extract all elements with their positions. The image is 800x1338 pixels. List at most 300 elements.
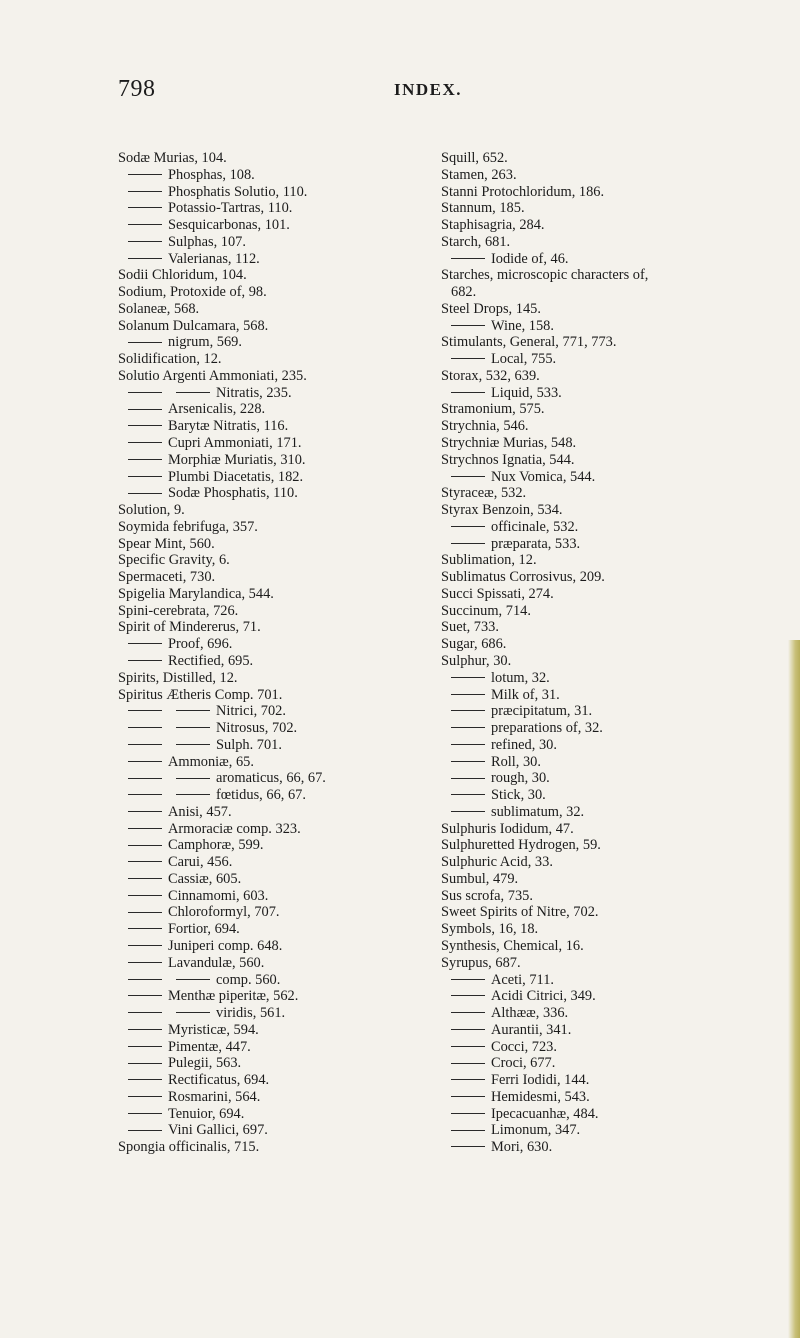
index-entry xyxy=(441,385,793,402)
ditto-dash xyxy=(128,912,162,913)
index-entry-text: Nitrici, 702. xyxy=(216,703,286,720)
index-entry xyxy=(441,972,793,989)
ditto-dash xyxy=(451,543,485,544)
index-entry-text: Vini Gallici, 697. xyxy=(168,1122,268,1139)
index-entry-text: Sulphuric Acid, 33. xyxy=(441,854,553,871)
index-entry-text: Succi Spissati, 274. xyxy=(441,585,554,602)
index-entry-text: Spongia officinalis, 715. xyxy=(118,1139,260,1156)
ditto-dash xyxy=(128,224,162,225)
ditto-dash xyxy=(128,1113,162,1114)
index-entry xyxy=(441,938,793,955)
index-entry-text: Rosmarini, 564. xyxy=(168,1088,261,1105)
ditto-dash xyxy=(128,811,162,812)
index-entry-text: Spear Mint, 560. xyxy=(118,535,215,552)
index-entry xyxy=(441,351,793,368)
index-entry-text: Arsenicalis, 228. xyxy=(168,401,266,418)
index-entry-text: Ferri Iodidi, 144. xyxy=(491,1072,590,1089)
index-entry xyxy=(441,1022,793,1039)
index-entry-text: Solidification, 12. xyxy=(118,351,222,368)
ditto-dash xyxy=(451,677,485,678)
index-entry xyxy=(118,301,458,318)
index-entry-text: Valerianas, 112. xyxy=(168,250,260,267)
index-entry-text: nigrum, 569. xyxy=(168,334,242,351)
index-entry-text: Sublimatus Corrosivus, 209. xyxy=(441,569,605,586)
index-entry-text: Suet, 733. xyxy=(441,619,499,636)
ditto-dash xyxy=(451,1063,485,1064)
index-entry xyxy=(441,1039,793,1056)
ditto-dash xyxy=(128,241,162,242)
index-entry xyxy=(118,1005,458,1022)
index-entry xyxy=(441,318,793,335)
index-entry xyxy=(118,720,458,737)
index-entry xyxy=(118,603,458,620)
index-entry xyxy=(118,368,458,385)
index-entry-text: Juniperi comp. 648. xyxy=(168,937,283,954)
index-entry xyxy=(441,586,793,603)
index-entry-text: Wine, 158. xyxy=(491,317,554,334)
index-entry xyxy=(118,1139,458,1156)
ditto-dash xyxy=(128,945,162,946)
index-entry-text: Cassiæ, 605. xyxy=(168,870,242,887)
index-entry-text: Acidi Citrici, 349. xyxy=(491,988,596,1005)
index-entry-text: Proof, 696. xyxy=(168,636,233,653)
index-entry-text: Specific Gravity, 6. xyxy=(118,552,230,569)
index-entry xyxy=(441,787,793,804)
index-entry-text: Sweet Spirits of Nitre, 702. xyxy=(441,904,599,921)
index-entry-text: Styraceæ, 532. xyxy=(441,485,527,502)
index-entry xyxy=(441,955,793,972)
ditto-dash xyxy=(128,191,162,192)
index-entry xyxy=(118,469,458,486)
index-entry-text: Spigelia Marylandica, 544. xyxy=(118,585,274,602)
index-entry xyxy=(118,184,458,201)
index-entry-text: Nitratis, 235. xyxy=(216,384,292,401)
index-entry xyxy=(441,234,793,251)
index-entry xyxy=(118,502,458,519)
index-entry xyxy=(441,469,793,486)
ditto-dash xyxy=(451,1079,485,1080)
ditto-dash xyxy=(128,845,162,846)
index-entry xyxy=(118,904,458,921)
ditto-dash xyxy=(128,861,162,862)
index-entry xyxy=(118,200,458,217)
index-entry-text: Solutio Argenti Ammoniati, 235. xyxy=(118,367,307,384)
index-entry-text: præcipitatum, 31. xyxy=(491,703,593,720)
right-index-column xyxy=(441,150,793,1156)
ditto-dash xyxy=(128,643,162,644)
index-entry xyxy=(441,854,793,871)
index-entry-text: Aurantii, 341. xyxy=(491,1021,572,1038)
index-entry xyxy=(118,821,458,838)
index-entry xyxy=(118,351,458,368)
index-entry-text: Sulphuris Iodidum, 47. xyxy=(441,820,574,837)
index-entry xyxy=(441,251,793,268)
index-entry-text: Sodii Chloridum, 104. xyxy=(118,267,247,284)
index-entry xyxy=(118,804,458,821)
ditto-dash xyxy=(451,526,485,527)
index-entry xyxy=(441,519,793,536)
index-entry-text: Hemidesmi, 543. xyxy=(491,1088,590,1105)
index-entry xyxy=(118,217,458,234)
index-entry xyxy=(441,837,793,854)
index-entry xyxy=(118,921,458,938)
index-entry-text: Strychnia, 546. xyxy=(441,418,529,435)
ditto-dash xyxy=(128,459,162,460)
index-entry xyxy=(441,552,793,569)
index-entry xyxy=(441,921,793,938)
index-entry xyxy=(118,334,458,351)
page-number: 798 xyxy=(118,76,156,102)
index-entry xyxy=(441,821,793,838)
ditto-dash xyxy=(451,392,485,393)
index-entry xyxy=(118,251,458,268)
index-entry-text: sublimatum, 32. xyxy=(491,803,585,820)
index-entry-text: Spirits, Distilled, 12. xyxy=(118,669,238,686)
index-entry xyxy=(118,737,458,754)
index-entry-text: Potassio-Tartras, 110. xyxy=(168,200,293,217)
index-entry-text: Menthæ piperitæ, 562. xyxy=(168,988,299,1005)
index-entry xyxy=(118,1072,458,1089)
ditto-dash xyxy=(176,778,210,779)
index-entry-text: Nux Vomica, 544. xyxy=(491,468,596,485)
index-entry-text: Solution, 9. xyxy=(118,502,185,519)
index-entry-text: Ammoniæ, 65. xyxy=(168,753,254,770)
ditto-dash xyxy=(451,979,485,980)
left-index-column xyxy=(118,150,458,1156)
index-entry xyxy=(118,1055,458,1072)
index-entry xyxy=(441,653,793,670)
index-entry-text: Rectified, 695. xyxy=(168,652,254,669)
index-entry xyxy=(118,1089,458,1106)
index-entry xyxy=(441,670,793,687)
index-entry xyxy=(118,787,458,804)
ditto-dash xyxy=(176,794,210,795)
index-entry xyxy=(441,267,793,284)
index-entry xyxy=(441,502,793,519)
index-entry-text: Aceti, 711. xyxy=(491,971,555,988)
ditto-dash xyxy=(451,476,485,477)
ditto-dash xyxy=(451,694,485,695)
index-entry xyxy=(441,619,793,636)
index-entry xyxy=(118,670,458,687)
index-entry-text: Myristicæ, 594. xyxy=(168,1021,259,1038)
ditto-dash xyxy=(128,442,162,443)
index-entry-text: Morphiæ Muriatis, 310. xyxy=(168,451,306,468)
page-edge-stain xyxy=(788,640,800,1338)
index-entry xyxy=(441,401,793,418)
index-entry-text: lotum, 32. xyxy=(491,669,550,686)
index-entry-text: Spirit of Mindererus, 71. xyxy=(118,619,261,636)
index-entry-text: Sodium, Protoxide of, 98. xyxy=(118,284,267,301)
index-entry-text: Pulegii, 563. xyxy=(168,1055,242,1072)
ditto-dash xyxy=(128,928,162,929)
index-entry-text: Barytæ Nitratis, 116. xyxy=(168,418,289,435)
ditto-dash xyxy=(176,392,210,393)
index-entry xyxy=(441,536,793,553)
index-entry xyxy=(441,334,793,351)
index-entry xyxy=(118,687,458,704)
index-entry-text: Stimulants, General, 771, 773. xyxy=(441,334,617,351)
ditto-dash xyxy=(128,710,162,711)
index-entry-text: Chloroformyl, 707. xyxy=(168,904,280,921)
index-entry-text: Local, 755. xyxy=(491,351,557,368)
index-entry-text: Stannum, 185. xyxy=(441,200,525,217)
index-entry-text: præparata, 533. xyxy=(491,535,581,552)
index-entry xyxy=(118,452,458,469)
index-entry xyxy=(441,1106,793,1123)
index-entry-text: 682. xyxy=(451,284,477,301)
index-entry-text: Sumbul, 479. xyxy=(441,870,519,887)
index-entry-text: Cocci, 723. xyxy=(491,1038,557,1055)
index-entry xyxy=(441,871,793,888)
index-entry xyxy=(441,1055,793,1072)
ditto-dash xyxy=(451,1130,485,1131)
index-entry-text: Succinum, 714. xyxy=(441,602,531,619)
index-entry xyxy=(441,452,793,469)
index-entry-text: Sodæ Phosphatis, 110. xyxy=(168,485,298,502)
ditto-dash xyxy=(128,744,162,745)
index-entry-text: Nitrosus, 702. xyxy=(216,720,298,737)
ditto-dash xyxy=(451,1046,485,1047)
index-entry-text: Anisi, 457. xyxy=(168,803,232,820)
index-entry-text: Ipecacuanhæ, 484. xyxy=(491,1105,599,1122)
ditto-dash xyxy=(128,207,162,208)
index-entry xyxy=(118,418,458,435)
index-entry xyxy=(118,938,458,955)
index-entry xyxy=(441,435,793,452)
index-entry-text: Rectificatus, 694. xyxy=(168,1072,270,1089)
index-entry-text: Symbols, 16, 18. xyxy=(441,921,539,938)
index-entry xyxy=(118,234,458,251)
index-entry xyxy=(441,184,793,201)
ditto-dash xyxy=(128,342,162,343)
index-entry xyxy=(118,1022,458,1039)
ditto-dash xyxy=(451,995,485,996)
index-entry xyxy=(118,385,458,402)
ditto-dash xyxy=(128,425,162,426)
index-entry xyxy=(118,284,458,301)
index-entry xyxy=(118,888,458,905)
index-entry xyxy=(118,955,458,972)
ditto-dash xyxy=(176,1012,210,1013)
index-entry-text: Spini-cerebrata, 726. xyxy=(118,602,239,619)
index-entry-text: Sulph. 701. xyxy=(216,736,282,753)
index-entry-text: Sesquicarbonas, 101. xyxy=(168,217,290,234)
index-entry-text: viridis, 561. xyxy=(216,1005,286,1022)
ditto-dash xyxy=(128,660,162,661)
index-entry-text: Starches, microscopic characters of, xyxy=(441,267,649,284)
index-entry-text: comp. 560. xyxy=(216,971,281,988)
index-entry xyxy=(118,267,458,284)
index-entry xyxy=(118,586,458,603)
index-entry-text: Fortior, 694. xyxy=(168,921,240,938)
index-entry xyxy=(441,754,793,771)
index-entry xyxy=(118,318,458,335)
index-entry-text: Sublimation, 12. xyxy=(441,552,537,569)
ditto-dash xyxy=(451,325,485,326)
index-entry xyxy=(441,988,793,1005)
index-entry-text: aromaticus, 66, 67. xyxy=(216,770,326,787)
index-entry xyxy=(118,485,458,502)
index-entry xyxy=(441,720,793,737)
index-entry xyxy=(441,485,793,502)
index-entry xyxy=(441,687,793,704)
index-entry-text: Armoraciæ comp. 323. xyxy=(168,820,301,837)
index-entry xyxy=(441,1089,793,1106)
index-entry-text: rough, 30. xyxy=(491,770,550,787)
index-entry-text: Sulphas, 107. xyxy=(168,233,246,250)
ditto-dash xyxy=(451,1113,485,1114)
index-entry xyxy=(441,301,793,318)
index-entry-text: Soymida febrifuga, 357. xyxy=(118,518,258,535)
index-entry-text: Cupri Ammoniati, 171. xyxy=(168,435,302,452)
ditto-dash xyxy=(176,744,210,745)
ditto-dash xyxy=(128,778,162,779)
index-entry-text: Strychniæ Murias, 548. xyxy=(441,435,577,452)
ditto-dash xyxy=(451,1096,485,1097)
index-entry-text: fœtidus, 66, 67. xyxy=(216,787,306,804)
index-entry xyxy=(118,1106,458,1123)
index-entry-text: Staphisagria, 284. xyxy=(441,217,545,234)
index-entry-text: Milk of, 31. xyxy=(491,686,560,703)
index-entry-text: Syrupus, 687. xyxy=(441,954,521,971)
index-entry xyxy=(118,837,458,854)
index-entry xyxy=(441,904,793,921)
index-entry xyxy=(441,770,793,787)
index-entry-text: Phosphas, 108. xyxy=(168,166,255,183)
ditto-dash xyxy=(128,1063,162,1064)
index-entry xyxy=(441,167,793,184)
index-entry-text: Stick, 30. xyxy=(491,787,546,804)
ditto-dash xyxy=(451,811,485,812)
index-entry xyxy=(118,519,458,536)
ditto-dash xyxy=(176,979,210,980)
ditto-dash xyxy=(176,710,210,711)
index-entry xyxy=(441,1005,793,1022)
index-entry xyxy=(441,603,793,620)
ditto-dash xyxy=(128,174,162,175)
ditto-dash xyxy=(128,727,162,728)
ditto-dash xyxy=(451,1012,485,1013)
index-entry-text: Iodide of, 46. xyxy=(491,250,569,267)
ditto-dash xyxy=(451,358,485,359)
ditto-dash xyxy=(451,761,485,762)
index-entry xyxy=(118,1122,458,1139)
ditto-dash xyxy=(128,1079,162,1080)
index-entry xyxy=(118,150,458,167)
index-entry-text: Spermaceti, 730. xyxy=(118,569,216,586)
index-entry-text: Spiritus Ætheris Comp. 701. xyxy=(118,686,283,703)
ditto-dash xyxy=(128,979,162,980)
index-entry xyxy=(118,871,458,888)
index-entry-text: Limonum, 347. xyxy=(491,1122,581,1139)
ditto-dash xyxy=(128,409,162,410)
index-entry xyxy=(118,435,458,452)
ditto-dash xyxy=(128,878,162,879)
index-entry xyxy=(118,536,458,553)
ditto-dash xyxy=(128,895,162,896)
index-entry xyxy=(118,552,458,569)
index-entry xyxy=(118,167,458,184)
index-entry xyxy=(118,754,458,771)
ditto-dash xyxy=(128,476,162,477)
index-entry-text: Sulphur, 30. xyxy=(441,652,512,669)
index-entry-text: Styrax Benzoin, 534. xyxy=(441,502,563,519)
index-entry xyxy=(118,636,458,653)
index-entry-text: Camphoræ, 599. xyxy=(168,837,264,854)
ditto-dash xyxy=(451,778,485,779)
ditto-dash xyxy=(128,1096,162,1097)
ditto-dash xyxy=(128,392,162,393)
index-entry-text: Stramonium, 575. xyxy=(441,401,545,418)
ditto-dash xyxy=(128,794,162,795)
index-entry-text: Sus scrofa, 735. xyxy=(441,887,533,904)
index-entry-text: Stamen, 263. xyxy=(441,166,517,183)
index-entry-text: Althææ, 336. xyxy=(491,1005,569,1022)
ditto-dash xyxy=(128,493,162,494)
ditto-dash xyxy=(451,744,485,745)
index-entry-text: Cinnamomi, 603. xyxy=(168,887,269,904)
index-entry xyxy=(441,804,793,821)
index-entry-text: Pimentæ, 447. xyxy=(168,1038,251,1055)
index-entry-text: Plumbi Diacetatis, 182. xyxy=(168,468,304,485)
index-entry xyxy=(118,703,458,720)
index-entry-text: Solanum Dulcamara, 568. xyxy=(118,317,269,334)
index-entry xyxy=(441,200,793,217)
index-entry xyxy=(441,636,793,653)
index-entry xyxy=(441,1139,793,1156)
index-entry xyxy=(118,972,458,989)
index-entry xyxy=(441,284,793,301)
index-entry xyxy=(118,1039,458,1056)
index-entry-text: Phosphatis Solutio, 110. xyxy=(168,183,308,200)
index-entry-text: Carui, 456. xyxy=(168,854,233,871)
index-entry xyxy=(441,150,793,167)
index-entry-text: Solaneæ, 568. xyxy=(118,300,200,317)
index-entry xyxy=(118,619,458,636)
index-entry xyxy=(441,1122,793,1139)
index-entry-text: Strychnos Ignatia, 544. xyxy=(441,451,575,468)
index-entry-text: Tenuior, 694. xyxy=(168,1105,245,1122)
ditto-dash xyxy=(128,258,162,259)
index-entry xyxy=(118,770,458,787)
ditto-dash xyxy=(128,962,162,963)
ditto-dash xyxy=(176,727,210,728)
ditto-dash xyxy=(128,1029,162,1030)
index-entry xyxy=(441,569,793,586)
index-entry-text: Storax, 532, 639. xyxy=(441,367,540,384)
ditto-dash xyxy=(451,258,485,259)
index-entry xyxy=(118,653,458,670)
index-entry xyxy=(441,217,793,234)
index-entry-text: Stanni Protochloridum, 186. xyxy=(441,183,605,200)
ditto-dash xyxy=(128,828,162,829)
index-entry xyxy=(441,368,793,385)
index-entry xyxy=(441,418,793,435)
ditto-dash xyxy=(128,761,162,762)
index-entry-text: Steel Drops, 145. xyxy=(441,300,541,317)
index-entry xyxy=(118,854,458,871)
index-entry-text: Synthesis, Chemical, 16. xyxy=(441,937,584,954)
ditto-dash xyxy=(128,1046,162,1047)
index-entry-text: Sugar, 686. xyxy=(441,636,507,653)
index-entry-text: Roll, 30. xyxy=(491,753,541,770)
index-entry-text: Sodæ Murias, 104. xyxy=(118,150,227,166)
index-entry-text: Mori, 630. xyxy=(491,1139,553,1156)
index-entry xyxy=(441,737,793,754)
ditto-dash xyxy=(451,794,485,795)
ditto-dash xyxy=(128,1130,162,1131)
